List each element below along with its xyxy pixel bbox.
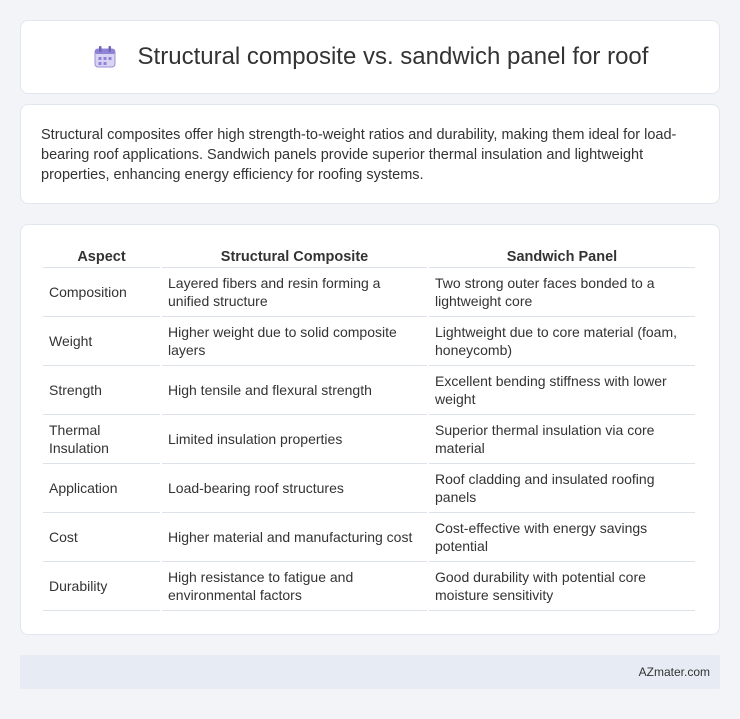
row-structural-composite: Limited insulation properties [162, 415, 427, 464]
row-aspect: Thermal Insulation [43, 415, 160, 464]
row-sandwich-panel: Excellent bending stiffness with lower weight [429, 366, 695, 415]
row-aspect: Weight [43, 317, 160, 366]
table-row [43, 268, 695, 317]
footer-brand: AZmater.com [638, 665, 710, 679]
summary-text: Structural composites offer high strength-to-weight ratios and durability, making them ideal for load-bearing roof applications. Sandwich panels provide superior thermal insulation and lightweight properties, enhancing energy efficiency for roofing systems. [41, 127, 677, 183]
footer [20, 655, 720, 689]
page-title: Structural composite vs. sandwich panel for roof [137, 43, 649, 70]
row-sandwich-panel: Two strong outer faces bonded to a lightweight core [429, 268, 695, 317]
table-row [43, 513, 695, 562]
table-header-row [43, 245, 695, 268]
row-structural-composite: High resistance to fatigue and environmental factors [162, 562, 427, 611]
comparison-table-card [20, 224, 720, 635]
table-row [43, 464, 695, 513]
row-sandwich-panel: Superior thermal insulation via core material [429, 415, 695, 464]
table-row [43, 562, 695, 611]
row-sandwich-panel: Good durability with potential core moisture sensitivity [429, 562, 695, 611]
calendar-icon [92, 44, 118, 70]
row-structural-composite: Higher material and manufacturing cost [162, 513, 427, 562]
summary-card [20, 104, 720, 204]
row-structural-composite: High tensile and flexural strength [162, 366, 427, 415]
row-structural-composite: Higher weight due to solid composite layers [162, 317, 427, 366]
row-structural-composite: Load-bearing roof structures [162, 464, 427, 513]
row-aspect: Durability [43, 562, 160, 611]
row-aspect: Strength [43, 366, 160, 415]
table-row [43, 415, 695, 464]
row-aspect: Cost [43, 513, 160, 562]
title-card [20, 20, 720, 94]
header-sandwich-panel: Sandwich Panel [429, 245, 695, 268]
table-row [43, 317, 695, 366]
table-row [43, 366, 695, 415]
row-structural-composite: Layered fibers and resin forming a unified structure [162, 268, 427, 317]
row-aspect: Composition [43, 268, 160, 317]
header-aspect: Aspect [43, 245, 160, 268]
row-sandwich-panel: Roof cladding and insulated roofing panels [429, 464, 695, 513]
row-aspect: Application [43, 464, 160, 513]
comparison-table [41, 245, 697, 611]
row-sandwich-panel: Cost-effective with energy savings potential [429, 513, 695, 562]
row-sandwich-panel: Lightweight due to core material (foam, honeycomb) [429, 317, 695, 366]
header-structural-composite: Structural Composite [162, 245, 427, 268]
